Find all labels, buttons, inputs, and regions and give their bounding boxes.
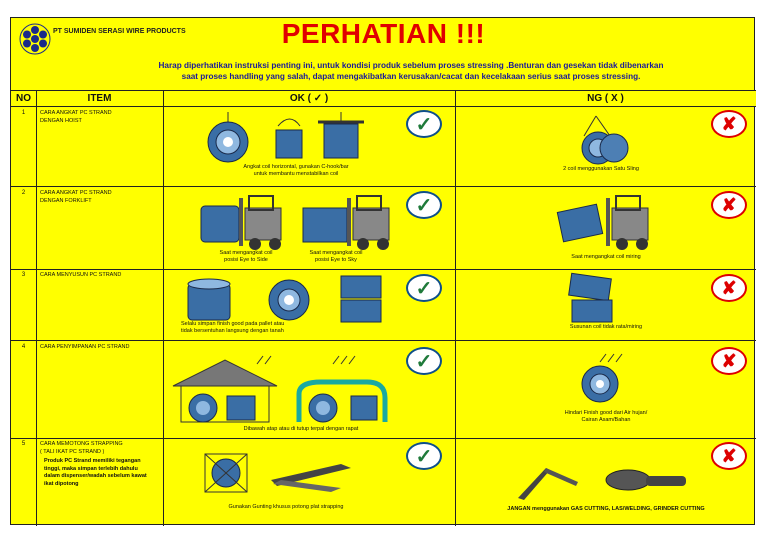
item-label	[40, 110, 158, 125]
storage-ng-illustration	[576, 352, 636, 404]
check-icon: ✓	[406, 274, 442, 302]
cross-icon: ✘	[711, 110, 747, 138]
row-divider	[11, 438, 756, 439]
cutting-ok-illustration	[201, 444, 361, 496]
check-icon: ✓	[406, 110, 442, 138]
hoist-ok-illustration	[206, 112, 386, 167]
cross-icon: ✘	[711, 191, 747, 219]
item-label: CARA MENYUSUN PC STRAND	[40, 272, 122, 278]
col-header-item: ITEM	[36, 90, 163, 107]
ok-caption	[206, 250, 286, 264]
grid-line	[455, 90, 456, 526]
forklift-ng-illustration	[556, 194, 666, 250]
caption-line: Saat mengangkat coil	[309, 250, 363, 256]
ok-caption	[216, 164, 376, 178]
stacking-ok-illustration	[186, 276, 386, 324]
item-line: CARA MEMOTONG STRAPPING	[40, 441, 123, 447]
item-line: CARA ANGKAT PC STRAND	[40, 190, 112, 196]
caption-line: Hindari Finish good dari Air hujan/	[564, 410, 648, 416]
company-name: PT SUMIDEN SERASI WIRE PRODUCTS	[53, 28, 186, 35]
item-label: CARA PENYIMPANAN PC STRAND	[40, 344, 130, 350]
cutting-ng-illustration	[516, 462, 691, 504]
ng-caption	[536, 410, 676, 424]
col-header-ok: OK ( ✓ )	[163, 90, 455, 107]
check-icon: ✓	[406, 191, 442, 219]
row-number: 4	[21, 344, 26, 350]
item-line: CARA ANGKAT PC STRAND	[40, 110, 112, 116]
caption-line: Cairan Asam/Bahan	[581, 417, 631, 423]
row-divider	[11, 340, 756, 341]
caption-line: Angkat coil horizontal, gunakan C-hook/bar	[243, 164, 349, 170]
page-title: PERHATIAN !!!	[281, 18, 486, 49]
instruction-line-1: Harap diperhatikan instruksi penting ini, untuk kondisi produk sebelum proses stressing .Benturan dan gesekan tidak dibenarkan	[158, 61, 664, 70]
grid-line	[36, 90, 37, 526]
row-divider	[11, 269, 756, 270]
check-icon: ✓	[406, 347, 442, 375]
ok-caption	[296, 250, 376, 264]
row-number: 2	[21, 190, 26, 196]
stacking-ng-illustration	[566, 274, 636, 324]
item-label	[40, 441, 158, 488]
forklift-icon	[201, 196, 281, 250]
ok-caption: Dibawah atap atau di tutup terpal dengan rapat	[243, 426, 359, 432]
caption-line: untuk membantu menstabilkan coil	[253, 171, 339, 177]
instruction-text	[131, 60, 691, 82]
row-number: 3	[21, 272, 26, 278]
item-line: DENGAN FORKLIFT	[40, 197, 92, 204]
safety-poster	[10, 17, 755, 525]
row-number: 5	[21, 441, 26, 447]
item-line: DENGAN HOIST	[40, 117, 82, 124]
grid-line	[163, 90, 164, 526]
hoist-ng-illustration	[576, 116, 636, 166]
ng-caption: JANGAN menggunakan GAS CUTTING, LAS/WELDING, GRINDER CUTTING	[507, 506, 705, 512]
row-divider	[11, 186, 756, 187]
ok-caption: Gunakan Gunting khusus potong plat strapping	[228, 504, 344, 510]
item-note: Produk PC Strand memiliki tegangan tinggi, maka simpan terlebih dahulu dalam dispenser/wadah sebelum kawat ikat dipotong	[44, 458, 147, 487]
instruction-line-2: saat proses handling yang salah, dapat mengakibatkan kerusakan/cacat dan kecelakaan serius saat proses stressing.	[181, 72, 641, 81]
ng-caption: 2 coil menggunakan Satu Sling	[563, 166, 639, 172]
col-header-ng: NG ( X )	[455, 90, 756, 107]
storage-ok-illustration	[171, 354, 401, 424]
cross-icon: ✘	[711, 274, 747, 302]
caption-line: posisi Eye to Side	[224, 257, 268, 263]
torch-icon	[518, 468, 578, 500]
forklift-ok-illustration	[199, 194, 399, 250]
caption-line: tidak bersentuhan langsung dengan tanah	[181, 328, 284, 334]
col-header-no: NO	[11, 90, 36, 107]
ng-caption: Saat mengangkat coil miring	[571, 254, 641, 260]
item-line: ( TALI IKAT PC STRAND )	[40, 448, 105, 455]
coil-icon	[208, 112, 248, 162]
grinder-icon	[606, 470, 686, 490]
item-label	[40, 190, 158, 205]
cutter-icon	[271, 464, 351, 492]
house-icon	[173, 360, 277, 422]
ok-caption	[181, 321, 331, 335]
caption-line: posisi Eye to Sky	[315, 257, 357, 263]
cross-icon: ✘	[711, 442, 747, 470]
ng-caption: Susunan coil tidak rata/miring	[569, 324, 643, 330]
caption-line: Selalu simpan finish good pada pallet atau	[181, 321, 285, 327]
row-number: 1	[21, 110, 26, 116]
cross-icon: ✘	[711, 347, 747, 375]
check-icon: ✓	[406, 442, 442, 470]
caption-line: Saat mengangkat coil	[219, 250, 273, 256]
